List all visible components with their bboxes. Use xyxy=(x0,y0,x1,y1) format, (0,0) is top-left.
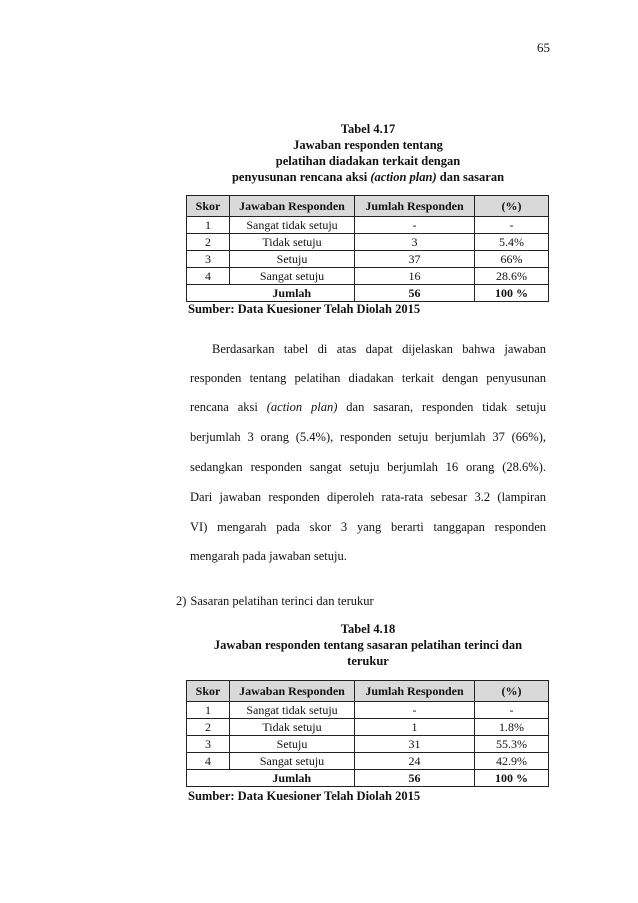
table-header-row xyxy=(187,196,549,217)
table-cell: 24 xyxy=(355,753,475,770)
table-cell: Tidak setuju xyxy=(230,234,355,251)
table-cell: 3 xyxy=(187,251,230,268)
table-row xyxy=(187,719,549,736)
list-number: 2) xyxy=(176,594,187,608)
caption-line: terukur xyxy=(347,654,389,668)
table-caption xyxy=(186,621,550,669)
table-cell: - xyxy=(355,217,475,234)
total-label: Jumlah xyxy=(230,770,355,787)
table-cell: 16 xyxy=(355,268,475,285)
table-cell: 1 xyxy=(187,702,230,719)
header-cell: Skor xyxy=(187,681,230,702)
table-cell: 1.8% xyxy=(475,719,549,736)
total-count: 56 xyxy=(355,285,475,302)
header-cell: Jawaban Responden xyxy=(230,196,355,217)
table-row xyxy=(187,251,549,268)
table-cell: 1 xyxy=(187,217,230,234)
table-cell: - xyxy=(475,702,549,719)
paragraph-line: mengarah pada jawaban setuju. xyxy=(190,549,347,563)
table-cell: 28.6% xyxy=(475,268,549,285)
paragraph-line: berjumlah 3 orang (5.4%), responden setuju berjumlah 37 (66%), xyxy=(190,430,546,444)
paragraph-line: sedangkan responden sangat setuju berjumlah 16 orang (28.6%). xyxy=(190,460,546,474)
header-cell: Jumlah Responden xyxy=(355,196,475,217)
table-total-row xyxy=(187,285,549,302)
paragraph-line: Dari jawaban responden diperoleh rata-rata sebesar 3.2 (lampiran xyxy=(190,490,546,504)
table-cell: Sangat tidak setuju xyxy=(230,217,355,234)
data-table xyxy=(186,680,549,787)
table-cell: 37 xyxy=(355,251,475,268)
table-cell: 66% xyxy=(475,251,549,268)
caption-line: pelatihan diadakan terkait dengan xyxy=(275,154,461,168)
table-cell: 31 xyxy=(355,736,475,753)
paragraph-line: VI) mengarah pada skor 3 yang berarti tanggapan responden xyxy=(190,520,546,534)
header-cell: Jumlah Responden xyxy=(355,681,475,702)
table-cell: Sangat setuju xyxy=(230,268,355,285)
sub-heading-text: Sasaran pelatihan terinci dan terukur xyxy=(190,594,374,608)
table-header-row xyxy=(187,681,549,702)
table-cell: 4 xyxy=(187,753,230,770)
caption-line xyxy=(186,169,550,185)
table-cell: 3 xyxy=(187,736,230,753)
table-cell: 2 xyxy=(187,234,230,251)
table-cell: 5.4% xyxy=(475,234,549,251)
table-caption xyxy=(186,121,550,185)
table-cell-empty xyxy=(187,285,230,302)
table-cell: - xyxy=(355,702,475,719)
data-table xyxy=(186,195,549,302)
table-cell-empty xyxy=(187,770,230,787)
table-row xyxy=(187,753,549,770)
table-cell: 3 xyxy=(355,234,475,251)
table-cell: - xyxy=(475,217,549,234)
table-row xyxy=(187,234,549,251)
paragraph-line xyxy=(190,400,546,415)
total-percent: 100 % xyxy=(475,770,549,787)
table-row xyxy=(187,217,549,234)
table-cell: 42.9% xyxy=(475,753,549,770)
total-percent: 100 % xyxy=(475,285,549,302)
table-cell: Setuju xyxy=(230,251,355,268)
paragraph-text: rencana aksi xyxy=(190,400,267,414)
table-title: Tabel 4.17 xyxy=(340,122,396,136)
table-total-row xyxy=(187,770,549,787)
table-cell: Setuju xyxy=(230,736,355,753)
table-cell: 2 xyxy=(187,719,230,736)
table-cell: 55.3% xyxy=(475,736,549,753)
caption-italic: (action plan) xyxy=(370,170,437,184)
table-title: Tabel 4.18 xyxy=(340,622,396,636)
table-row xyxy=(187,736,549,753)
caption-text: penyusunan rencana aksi xyxy=(231,170,371,184)
paragraph-text: dan sasaran, responden tidak setuju xyxy=(337,400,546,414)
table-row xyxy=(187,702,549,719)
table-cell: Sangat setuju xyxy=(230,753,355,770)
total-count: 56 xyxy=(355,770,475,787)
paragraph-italic: (action plan) xyxy=(266,400,338,414)
sub-heading xyxy=(176,594,378,609)
table-source: Sumber: Data Kuesioner Telah Diolah 2015 xyxy=(188,302,421,316)
total-label: Jumlah xyxy=(230,285,355,302)
caption-text: dan sasaran xyxy=(436,170,505,184)
caption-line: Jawaban responden tentang xyxy=(293,138,443,152)
header-cell: (%) xyxy=(475,681,549,702)
paragraph-line: Berdasarkan tabel di atas dapat dijelaskan bahwa jawaban xyxy=(212,342,546,356)
paragraph-line: responden tentang pelatihan diadakan terkait dengan penyusunan xyxy=(190,371,546,385)
table-row xyxy=(187,268,549,285)
table-cell: Tidak setuju xyxy=(230,719,355,736)
caption-line: Jawaban responden tentang sasaran pelatihan terinci dan xyxy=(213,638,523,652)
table-cell: 1 xyxy=(355,719,475,736)
page-number: 65 xyxy=(537,40,550,55)
header-cell: Jawaban Responden xyxy=(230,681,355,702)
header-cell: (%) xyxy=(475,196,549,217)
table-cell: 4 xyxy=(187,268,230,285)
table-source: Sumber: Data Kuesioner Telah Diolah 2015 xyxy=(188,789,421,803)
table-cell: Sangat tidak setuju xyxy=(230,702,355,719)
header-cell: Skor xyxy=(187,196,230,217)
